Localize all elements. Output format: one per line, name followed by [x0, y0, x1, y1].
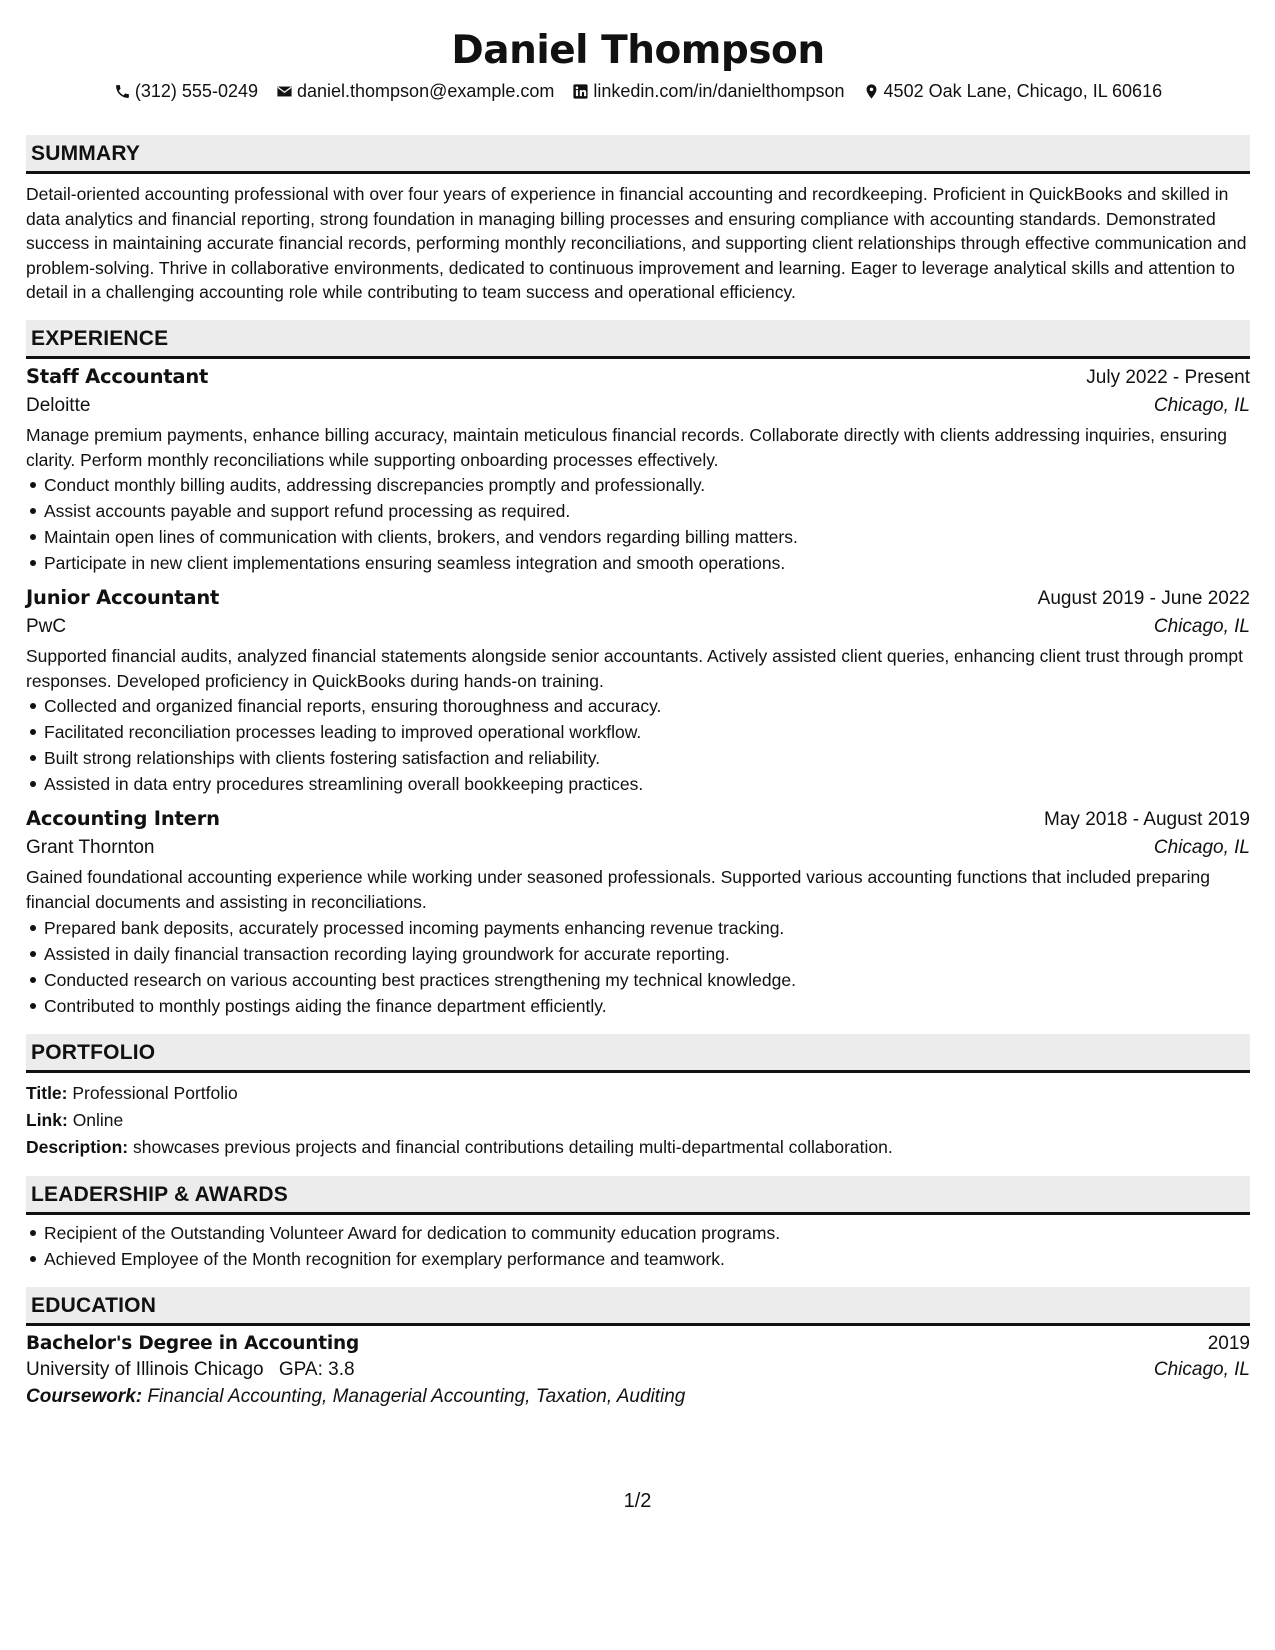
- list-item: Participate in new client implementations ensuring seamless integration and smooth operations.: [44, 550, 1250, 576]
- education-coursework: [26, 1386, 1250, 1408]
- linkedin-icon: [572, 83, 589, 100]
- phone-icon: [114, 83, 131, 100]
- list-item: Recipient of the Outstanding Volunteer Award for dedication to community education programs.: [44, 1220, 1250, 1246]
- list-item: Assist accounts payable and support refund processing as required.: [44, 498, 1250, 524]
- list-item: Facilitated reconciliation processes leading to improved operational workflow.: [44, 719, 1250, 745]
- portfolio-description-label: Description:: [26, 1136, 129, 1157]
- list-item: Achieved Employee of the Month recognition for exemplary performance and teamwork.: [44, 1246, 1250, 1272]
- summary-text: Detail-oriented accounting professional with over four years of experience in financial accounting and recordkeeping. Proficient in QuickBooks and skilled in data analytics and financial reporting, strong foundation in managing billing processes and ensuring compliance with accounting standards. Demonstrated success in maintaining accurate financial records, performing monthly reconciliations, and supporting client relationships through effective communication and problem-solving. Thrive in collaborative environments, dedicated to continuous improvement and learning. Eager to leverage analytical skills and attention to detail in a challenging accounting role while contributing to team success and operational efficiency.: [26, 184, 1247, 303]
- list-item: Collected and organized financial reports, ensuring thoroughness and accuracy.: [44, 693, 1250, 719]
- resume-page: [26, 0, 1250, 1408]
- portfolio-section: [26, 1034, 1250, 1161]
- job-description: Manage premium payments, enhance billing accuracy, maintain meticulous financial records. Collaborate directly with clients addressing inquiries, ensuring clarity. Perform monthly reconciliations while supporting onboarding processes effectively.: [26, 424, 1227, 470]
- coursework-text: Financial Accounting, Managerial Accounting, Taxation, Auditing: [147, 1385, 686, 1407]
- education-location: Chicago, IL: [1153, 1358, 1250, 1380]
- education-heading: EDUCATION: [26, 1287, 1250, 1326]
- list-item: Assisted in data entry procedures streamlining overall bookkeeping practices.: [44, 771, 1250, 797]
- envelope-icon: [276, 83, 293, 100]
- job-bullets: [26, 693, 1250, 797]
- address-text: 4502 Oak Lane, Chicago, IL 60616: [883, 80, 1163, 101]
- education-school: University of Illinois Chicago: [26, 1358, 264, 1380]
- job-dates: August 2019 - June 2022: [1037, 588, 1250, 610]
- job-location: Chicago, IL: [1153, 837, 1250, 859]
- job-title: Staff Accountant: [26, 364, 209, 388]
- list-item: Conduct monthly billing audits, addressing discrepancies promptly and professionally.: [44, 472, 1250, 498]
- job-company: Grant Thornton: [26, 837, 155, 859]
- portfolio-description: showcases previous projects and financial contributions detailing multi-departmental collaboration.: [132, 1136, 893, 1157]
- contact-bar: [26, 78, 1250, 104]
- leadership-heading: LEADERSHIP & AWARDS: [26, 1176, 1250, 1215]
- education-year: 2019: [1207, 1332, 1250, 1354]
- job-description: Gained foundational accounting experience while working under seasoned professionals. Supported various accounting functions that included preparing financial documents and assisting in reconciliations.: [26, 867, 1210, 912]
- summary-section: [26, 135, 1250, 305]
- job-bullets: [26, 472, 1250, 576]
- experience-heading: EXPERIENCE: [26, 320, 1250, 359]
- portfolio-link[interactable]: Online: [72, 1109, 124, 1130]
- leadership-section: [26, 1176, 1250, 1272]
- list-item: Prepared bank deposits, accurately processed incoming payments enhancing revenue tracking.: [44, 915, 1250, 941]
- job-description: Supported financial audits, analyzed financial statements alongside senior accountants. Actively assisted client queries, enhancing client trust through prompt responses. Developed proficiency in QuickBooks during hands-on training.: [26, 646, 1243, 691]
- phone-text: (312) 555-0249: [134, 80, 258, 101]
- linkedin-text: linkedin.com/in/danielthompson: [593, 80, 845, 101]
- education-entry: [26, 1333, 1250, 1408]
- email-text: daniel.thompson@example.com: [296, 80, 555, 101]
- list-item: Conducted research on various accounting best practices strengthening my technical knowledge.: [44, 967, 1250, 993]
- education-gpa: GPA: 3.8: [278, 1358, 355, 1380]
- contact-linkedin[interactable]: [572, 81, 844, 102]
- job-entry: [26, 365, 1250, 576]
- page-number: 1/2: [623, 1490, 652, 1512]
- portfolio-description-row: [26, 1134, 1250, 1161]
- job-dates: July 2022 - Present: [1086, 366, 1250, 388]
- contact-phone[interactable]: [114, 81, 258, 102]
- job-location: Chicago, IL: [1153, 394, 1250, 416]
- list-item: Contributed to monthly postings aiding the finance department efficiently.: [44, 993, 1250, 1019]
- contact-address: [863, 81, 1163, 102]
- list-item: Built strong relationships with clients fostering satisfaction and reliability.: [44, 745, 1250, 771]
- job-bullets: [26, 915, 1250, 1019]
- job-dates: May 2018 - August 2019: [1044, 809, 1250, 831]
- experience-section: [26, 320, 1250, 1019]
- education-section: [26, 1287, 1250, 1408]
- list-item: Assisted in daily financial transaction recording laying groundwork for accurate reporting.: [44, 941, 1250, 967]
- portfolio-title: Professional Portfolio: [72, 1082, 238, 1103]
- candidate-name: Daniel Thompson: [451, 28, 825, 73]
- job-entry: [26, 807, 1250, 1018]
- job-company: Deloitte: [26, 394, 91, 416]
- list-item: Maintain open lines of communication with clients, brokers, and vendors regarding billing matters.: [44, 524, 1250, 550]
- portfolio-link-row: [26, 1107, 1250, 1134]
- summary-heading: SUMMARY: [26, 135, 1250, 174]
- coursework-label: Coursework:: [26, 1385, 143, 1407]
- contact-email[interactable]: [276, 81, 554, 102]
- job-title: Junior Accountant: [26, 586, 220, 610]
- portfolio-title-label: Title:: [26, 1082, 68, 1103]
- job-entry: [26, 586, 1250, 797]
- portfolio-link-label: Link:: [26, 1109, 68, 1130]
- leadership-bullets: [26, 1220, 1250, 1272]
- map-pin-icon: [863, 83, 880, 100]
- portfolio-heading: PORTFOLIO: [26, 1034, 1250, 1073]
- job-title: Accounting Intern: [26, 807, 220, 831]
- job-location: Chicago, IL: [1153, 616, 1250, 638]
- portfolio-title-row: [26, 1080, 1250, 1107]
- education-degree: Bachelor's Degree in Accounting: [26, 1332, 360, 1354]
- job-company: PwC: [26, 616, 67, 638]
